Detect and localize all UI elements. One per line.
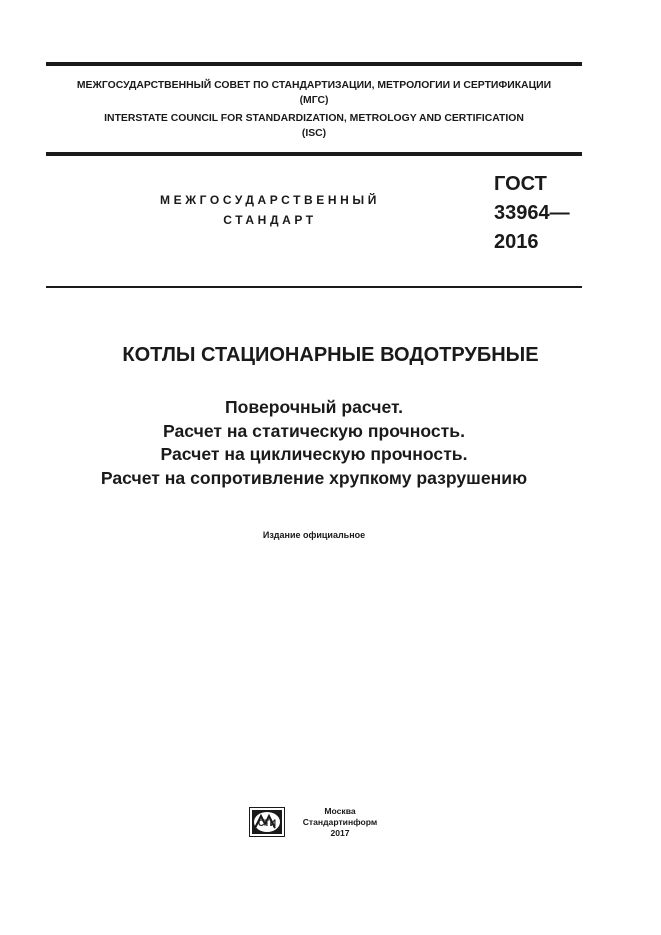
subtitle-line: Расчет на статическую прочность. — [162, 420, 465, 441]
subtitle-line: Расчет на сопротивление хрупкому разрушению — [100, 467, 528, 488]
document-subtitle — [0, 396, 628, 490]
standard-type-line-1: МЕЖГОСУДАРСТВЕННЫЙ — [160, 193, 380, 207]
council-name-en — [46, 111, 582, 141]
council-name-ru-text: МЕЖГОСУДАРСТВЕННЫЙ СОВЕТ ПО СТАНДАРТИЗАЦИИ, МЕТРОЛОГИИ И СЕРТИФИКАЦИИ — [76, 80, 552, 91]
gost-designation — [494, 170, 570, 257]
subtitle-line: Расчет на циклическую прочность. — [160, 444, 468, 464]
gost-prefix: ГОСТ — [494, 173, 547, 195]
top-rule — [46, 62, 582, 66]
bottom-rule — [46, 286, 582, 288]
council-abbr-en: (ISC) — [301, 128, 327, 139]
edition-note: Издание официальное — [262, 530, 366, 540]
middle-rule — [46, 152, 582, 156]
standartinform-logo-icon — [249, 807, 285, 837]
document-title: КОТЛЫ СТАЦИОНАРНЫЕ ВОДОТРУБНЫЕ — [122, 344, 539, 366]
gost-year: 2016 — [494, 231, 539, 253]
council-abbr-ru: (МГС) — [299, 95, 329, 106]
gost-number: 33964— — [494, 202, 570, 224]
council-name-en-text: INTERSTATE COUNCIL FOR STANDARDIZATION, METROLOGY AND CERTIFICATION — [104, 113, 524, 124]
council-name-ru — [46, 78, 582, 108]
publication-year: 2017 — [330, 828, 350, 838]
publisher-imprint — [290, 806, 390, 839]
logo-lettering: СТИ — [257, 818, 277, 828]
publisher-city: Москва — [324, 806, 356, 816]
publisher-name: Стандартинформ — [302, 817, 378, 827]
standard-type-line-2: СТАНДАРТ — [223, 213, 317, 227]
subtitle-line: Поверочный расчет. — [225, 397, 403, 417]
